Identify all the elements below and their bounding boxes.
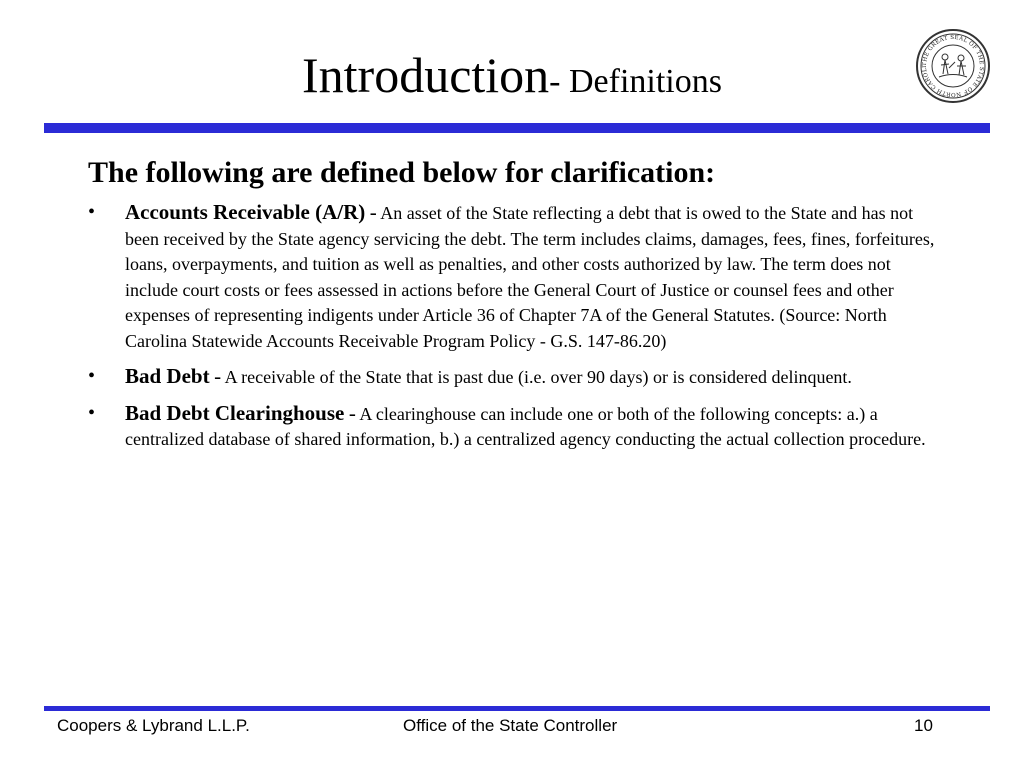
bullet-icon: • [88,401,96,424]
definition-separator: - [348,400,356,425]
bullet-icon: • [88,365,96,387]
state-seal-icon [915,28,991,104]
footer-firm: Coopers & Lybrand L.L.P. [57,716,250,735]
slide-title [0,47,1024,103]
page-number: 10 [914,716,933,735]
definition-term: Bad Debt Clearinghouse [125,400,345,425]
intro-heading: The following are defined below for clarification: [88,156,716,189]
definitions-list [88,200,948,463]
seal-ring-text: THE GREAT SEAL OF THE STATE OF NORTH CAROLI [921,34,985,98]
bottom-divider [44,706,990,711]
definition-term: Accounts Receivable (A/R) [125,200,366,224]
definition-separator: - [214,364,222,388]
top-divider [44,123,990,133]
definition-term: Bad Debt [125,364,210,388]
title-main: Introduction [302,47,550,103]
definition-item [88,401,948,453]
definition-item [88,200,948,354]
bullet-icon: • [88,201,96,223]
definition-text: A receivable of the State that is past due (i.e. over 90 days) or is considered delinquent. [224,367,852,387]
definition-item [88,364,948,391]
definition-text: A clearinghouse can include one or both of the following concepts: a.) a centralized database of shared information, b.) a centralized agency conducting the actual collection procedure. [125,403,926,449]
definition-text: An asset of the State reflecting a debt that is owed to the State and has not been received by the State agency servicing the debt. The term includes claims, damages, fees, fines, forfeitures, loans, overpayments, and tuition as well as penalties, and other costs authorized by law. The term does not include court costs or fees assessed in actions before the General Court of Justice or counsel fees and other expenses of representing indigents under Article 36 of Chapter 7A of the General Statutes. (Source: North Carolina Statewide Accounts Receivable Program Policy - G.S. 147-86.20) [125,203,935,351]
definition-separator: - [369,200,377,224]
footer-office: Office of the State Controller [403,716,618,735]
title-sub: - Definitions [549,63,722,100]
